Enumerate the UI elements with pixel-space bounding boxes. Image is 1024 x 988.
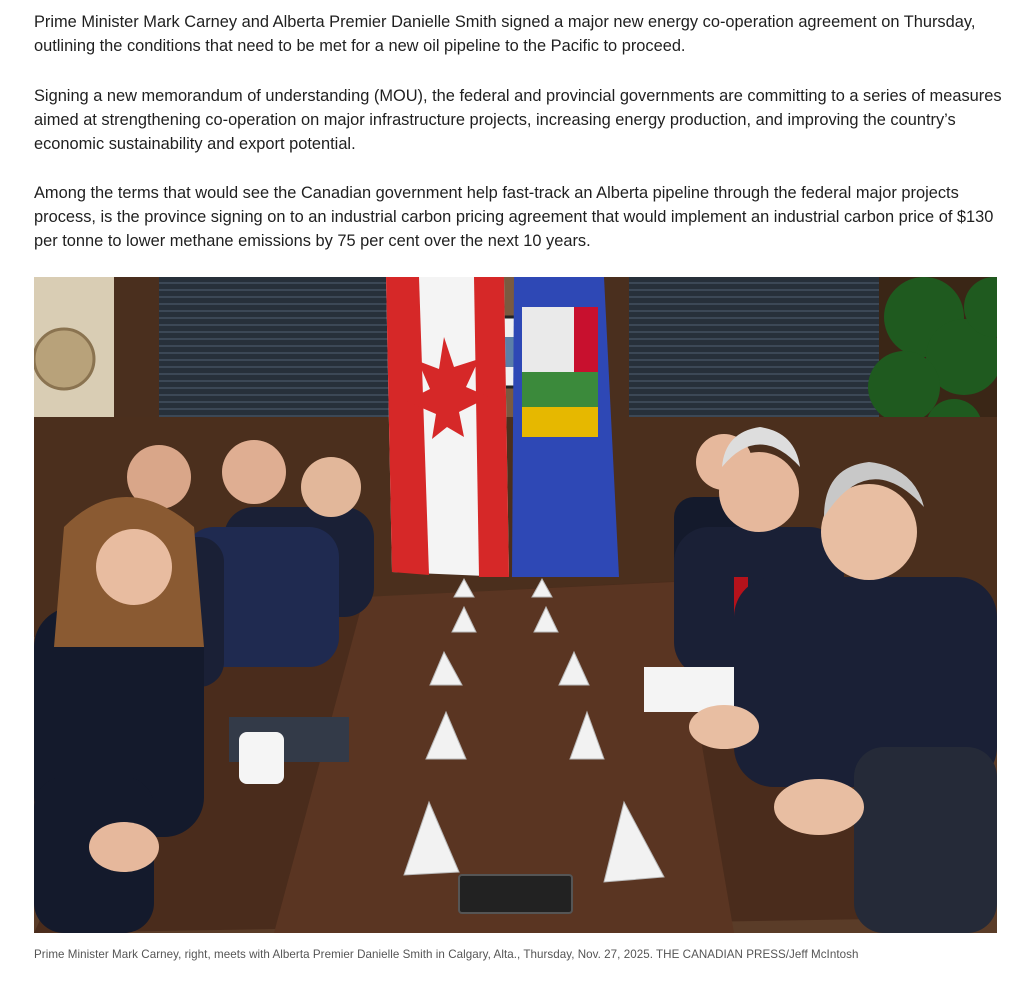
canada-flag	[386, 277, 509, 577]
table-outlet	[459, 875, 572, 913]
coffee-mug	[239, 732, 284, 784]
photo-caption: Prime Minister Mark Carney, right, meets with Alberta Premier Danielle Smith in Calgary, Alta., Thursday, Nov. 27, 2025. THE CANADIAN PRESS/Jeff McIntosh	[34, 948, 859, 961]
meeting-photo-illustration	[34, 277, 997, 933]
article-photo[interactable]	[34, 277, 997, 933]
article-paragraph: Signing a new memorandum of understanding (MOU), the federal and provincial governments are committing to a series of measures aimed at strengthening co-operation on major infrastructure projects, increasing energy production, and improving the country’s economic sustainability and export potential.	[34, 87, 1002, 153]
article-paragraph: Among the terms that would see the Canadian government help fast-track an Alberta pipeline through the federal major projects process, is the province signing on to an industrial carbon pricing agreement that would implement an industrial carbon price of $130 per tonne to lower methane emissions by 75 per cent over the next 10 years.	[34, 184, 994, 250]
alberta-flag	[512, 277, 619, 577]
wall-seal	[34, 329, 94, 389]
article-paragraph: Prime Minister Mark Carney and Alberta Premier Danielle Smith signed a major new energy co-operation agreement on Thursday, outlining the conditions that need to be met for a new oil pipeline to the Pacific to proceed.	[34, 13, 976, 55]
